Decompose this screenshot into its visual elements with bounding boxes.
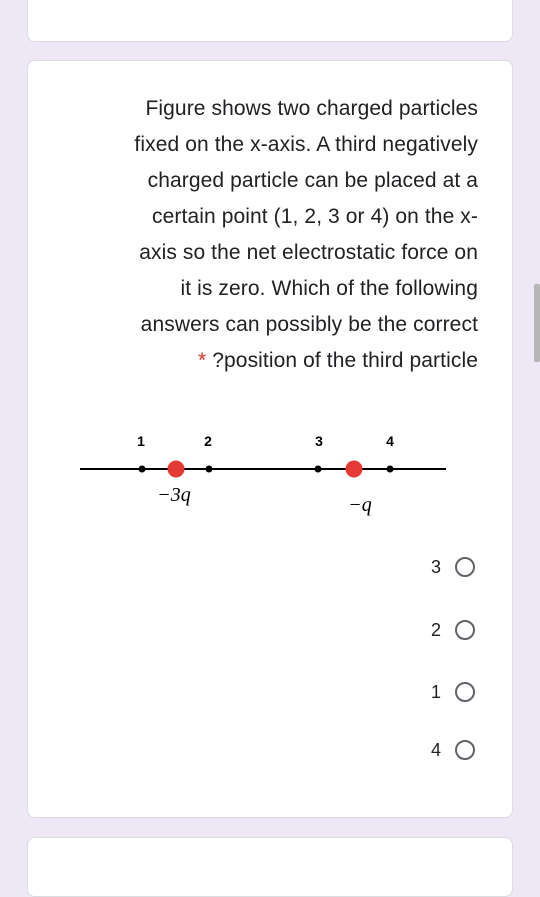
option-label: 1 (430, 681, 441, 702)
radio-button[interactable] (455, 740, 475, 760)
charge-marker-minus-q (346, 461, 363, 478)
radio-button[interactable] (455, 682, 475, 702)
option-label: 2 (430, 619, 441, 640)
option-4[interactable] (431, 735, 475, 765)
question-line: certain point (1, 2, 3 or 4) on the x- (152, 205, 478, 228)
charge-label-minus-3q: −3q (157, 484, 191, 506)
point-marker-4 (387, 466, 394, 473)
point-marker-2 (206, 466, 213, 473)
radio-button[interactable] (455, 620, 475, 640)
point-label-1: 1 (137, 433, 145, 449)
charge-marker-minus-3q (168, 461, 185, 478)
point-label-2: 2 (204, 433, 212, 449)
option-label: 3 (430, 556, 441, 577)
option-1[interactable] (431, 677, 475, 707)
question-line: Figure shows two charged particles (145, 97, 478, 120)
option-label: 4 (430, 739, 441, 760)
next-question-card (27, 837, 513, 897)
point-label-3: 3 (315, 433, 323, 449)
question-line: fixed on the x-axis. A third negatively (134, 133, 478, 156)
scrollbar-thumb[interactable] (534, 284, 540, 362)
point-label-4: 4 (386, 433, 394, 449)
point-marker-3 (315, 466, 322, 473)
question-text (68, 91, 478, 379)
question-last-line (68, 343, 478, 379)
charge-figure (78, 429, 448, 539)
charge-label-minus-q: −q (348, 494, 372, 516)
option-2[interactable] (431, 615, 475, 645)
question-line: it is zero. Which of the following (180, 277, 478, 300)
option-3[interactable] (431, 552, 475, 582)
question-line: ?position of the third particle (212, 349, 478, 372)
question-line: axis so the net electrostatic force on (139, 241, 478, 264)
point-marker-1 (139, 466, 146, 473)
question-card (27, 60, 513, 818)
question-line: charged particle can be placed at a (147, 169, 478, 192)
radio-button[interactable] (455, 557, 475, 577)
required-asterisk: * (197, 349, 207, 372)
question-line: answers can possibly be the correct (140, 313, 478, 336)
previous-question-card (27, 0, 513, 42)
